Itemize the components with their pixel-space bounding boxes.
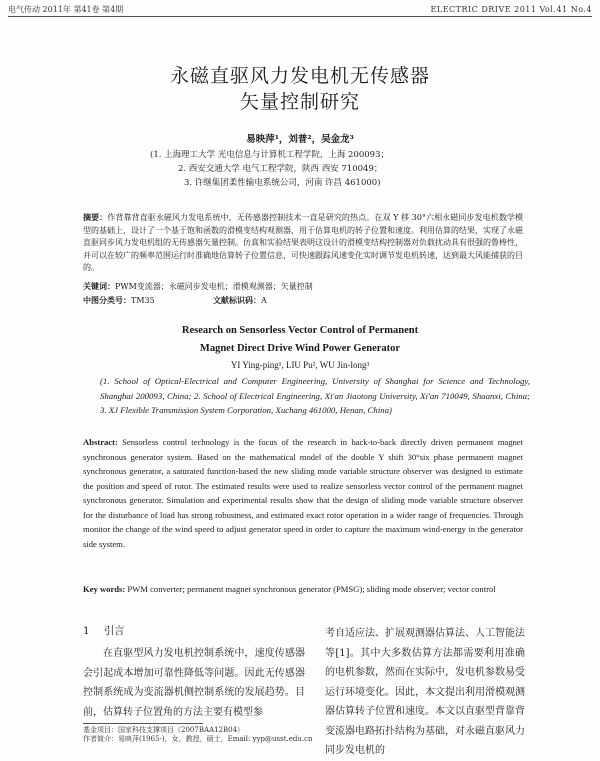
footnote-author: 作者简介：易映萍(1965-)，女，教授，硕士，Email: yyp@usst.edu.cn [83,735,313,743]
intro-paragraph-left: 在直驱型风力发电机控制系统中，速度传感器会引起成本增加可靠性降低等问题。因此无传感器控制系统成为变流器机侧控制系统的发展趋势。目前，估算转子位置角的方法主要有模型参 [83,648,305,718]
abstract-en [83,435,523,551]
footnote-fund: 基金项目：国家科技支撑项目（2007BAA12B04） [83,726,245,734]
section-heading-introduction [83,622,305,640]
section-number: 1 [83,625,90,637]
keywords-cn-label: 关键词： [83,281,115,291]
intro-paragraph-right: 考自适应法、扩展观测器估算法、人工智能法等[1]。其中大多数估算方法都需要利用准确的电机参数，然而在实际中，发电机参数易受运行环境变化。因此，本文提出利用滑模观测器估算转子位置和速度。本文以直驱型背靠背变流器电路拓扑结构为基础，对永磁直驱风力同步发电机的 [325,628,525,756]
title-cn-line2: 矢量控制研究 [239,91,360,113]
affiliations-en: (1. School of Optical-Electrical and Computer Engineering, University of Shanghai for Science and Technology, Shanghai 200093, China; 2. School of Electrical Engineering, Xi'an Jiaotong University, Xi'an 710049, Shaanxi, China; 3. XJ Flexible Transmission System Corporation, Xuchang 461000, Henan, China) [100,376,530,415]
title-en-line2: Magnet Direct Drive Wind Power Generator [199,343,401,354]
header-journal-en: ELECTRIC DRIVE 2011 Vol.41 No.4 [430,5,592,14]
affiliation-cn-1: (1. 上海理工大学 光电信息与计算机工程学院，上海 200093； [150,150,389,160]
clc-label: 中图分类号： [83,295,131,305]
clc-value: TM35 [131,296,155,305]
doc-code-value: A [261,296,267,305]
abstract-en-label: Abstract: [83,437,118,447]
body-column-left [83,622,305,722]
footnotes [83,726,523,744]
affiliation-cn-2: 2. 西安交通大学 电气工程学院，陕西 西安 710049； [178,164,383,174]
keywords-cn [83,280,523,293]
footnote-divider [83,723,203,724]
affiliations-cn [150,148,460,190]
paper-title-en [0,322,600,358]
abstract-cn-text: 作背靠背直驱永磁风力发电系统中，无传感器控制技术一直是研究的热点。在双 Y 移 30°六相永磁同步发电机数学模型的基础上，设计了一个基于饱和函数的滑模变结构观测器，用于估算电机的转子位置和速度。利用估算的结果，实现了永磁直驱同步风力发电机组的无传感器矢量控制。仿真和实验结果表明这设计的滑模变结构控制器对负载扰动具有很强的鲁棒性，并可以在较广的频率范围运行时准确地估算转子位置信息，可快速跟踪风速变化实时调节发电机转速，达到最大风能捕获的目的。 [83,213,523,273]
section-title: 引言 [103,625,125,637]
abstract-cn [83,211,523,275]
abstract-cn-label: 摘要： [83,212,108,222]
classification-cn [83,294,523,307]
keywords-en-label: Key words: [83,584,126,594]
keywords-en-text: PWM converter; permanent magnet synchronous generator (PMSG); sliding mode observer; vector control [127,584,496,594]
header-journal-cn: 电气传动 2011年 第41卷 第4期 [8,5,124,14]
title-cn-line1: 永磁直驱风力发电机无传感器 [169,65,430,87]
authors-en: YI Ying-ping¹, LIU Pu², WU Jin-long³ [230,360,370,370]
affiliation-cn-3: 3. 许继集团柔性输电系统公司，河南 许昌 461000) [184,178,381,188]
keywords-cn-text: PWM变流器；永磁同步发电机；滑模观测器；矢量控制 [115,282,313,291]
title-en-line1: Research on Sensorless Vector Control of Permanent [181,325,419,336]
abstract-en-text: Sensorless control technology is the focus of the research in back-to-back directly driven permanent magnet synchronous generator system. Based on the mathematical model of the double Y shift 30°six phase permanent magnet synchronous generator, a saturated function-based the new sliding mode variable structure observer was designed to estimate the position and speed of rotor. The estimated results were used to realize sensorless vector control of the permanent magnet synchronous generator. Simulation and experimental results show that the design of sliding mode variable structure observer for the disturbance of load has strong robustness, and estimated exact rotor operation in a wider range of frequencies. Through monitor the change of the wind speed to adjust generator speed in order to capture the maximum wind-energy in the generator side system. [83,437,523,549]
authors-cn: 易映萍¹，刘普²，吴金龙³ [246,134,354,145]
doc-code-label: 文献标识码： [213,295,261,305]
keywords-en [83,582,523,597]
running-header [8,4,592,17]
paper-title-cn [0,63,600,115]
